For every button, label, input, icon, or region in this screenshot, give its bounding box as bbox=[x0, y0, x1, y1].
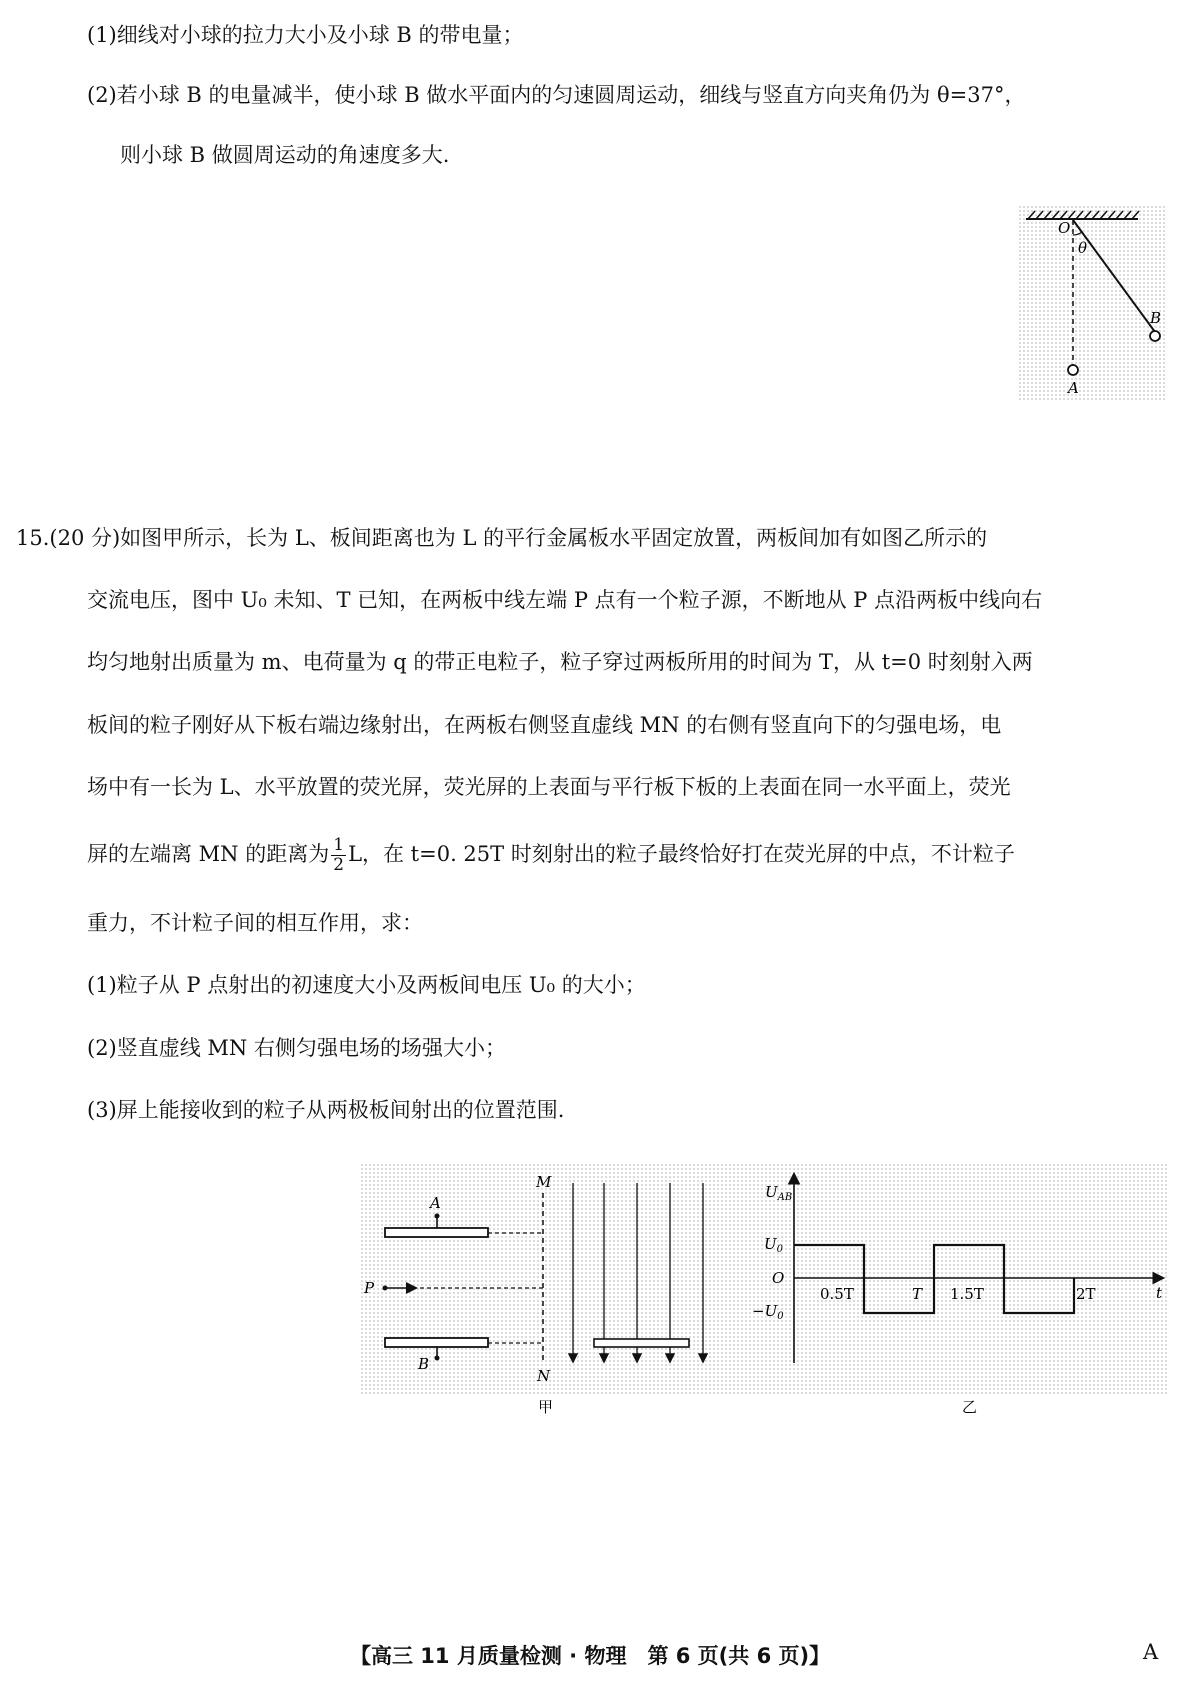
caption-jia: 甲 bbox=[538, 1398, 554, 1416]
tick-T: T bbox=[912, 1285, 923, 1303]
q15-line6-post: L，在 t=0. 25T 时刻射出的粒子最终恰好打在荧光屏的中点，不计粒子 bbox=[348, 842, 1015, 866]
q15-line2: 交流电压，图中 U₀ 未知、T 已知，在两板中线左端 P 点有一个粒子源，不断地从 P 点沿两板中线向右 bbox=[87, 588, 1043, 612]
q15-line3: 均匀地射出质量为 m、电荷量为 q 的带正电粒子，粒子穿过两板所用的时间为 T，从 t=0 时刻射入两 bbox=[87, 650, 1033, 674]
label-O: O bbox=[1058, 219, 1071, 237]
q14-part1: (1)细线对小球的拉力大小及小球 B 的带电量； bbox=[87, 23, 524, 47]
axis-x-label: t bbox=[1156, 1284, 1163, 1302]
label-A: A bbox=[1068, 379, 1079, 397]
q15-line6 bbox=[87, 836, 1015, 875]
q14-part2-line1: (2)若小球 B 的电量减半，使小球 B 做水平面内的匀速圆周运动，细线与竖直方向夹角仍为 θ=37°， bbox=[87, 83, 1026, 107]
axis-y-label: $U_{AB}$ bbox=[765, 1183, 793, 1203]
footer-text: 【高三 11 月质量检测 · 物理 第 6 页(共 6 页)】 bbox=[350, 1644, 831, 1668]
label-plate-B: B bbox=[418, 1355, 430, 1373]
label-plate-A: A bbox=[430, 1194, 441, 1212]
fraction-half: $\frac{1}{2}$ bbox=[333, 835, 345, 875]
origin-label: O bbox=[772, 1269, 785, 1287]
label-B: B bbox=[1150, 309, 1162, 327]
label-theta: θ bbox=[1078, 239, 1088, 257]
pendulum-figure bbox=[1018, 205, 1166, 400]
tick-0.5T: 0.5T bbox=[820, 1285, 854, 1303]
q15-line7: 重力，不计粒子间的相互作用，求： bbox=[87, 911, 423, 935]
caption-yi: 乙 bbox=[962, 1398, 978, 1416]
tick-2T: 2T bbox=[1076, 1285, 1096, 1303]
q15-part1: (1)粒子从 P 点射出的初速度大小及两板间电压 U₀ 的大小； bbox=[87, 973, 646, 997]
label-N: N bbox=[537, 1367, 551, 1385]
q15-line5: 场中有一长为 L、水平放置的荧光屏，荧光屏的上表面与平行板下板的上表面在同一水平面上，荧光 bbox=[87, 775, 1011, 799]
q15-line1: 15.(20 分)如图甲所示，长为 L、板间距离也为 L 的平行金属板水平固定放置，两板间加有如图乙所示的 bbox=[16, 526, 988, 550]
paper-code: A bbox=[1143, 1640, 1159, 1664]
plates-voltage-figure bbox=[360, 1163, 1168, 1416]
u0-label: $U_0$ bbox=[764, 1235, 784, 1255]
q15-line6-pre: 屏的左端离 MN 的距离为 bbox=[87, 842, 330, 866]
q15-part3: (3)屏上能接收到的粒子从两极板间射出的位置范围. bbox=[87, 1098, 565, 1122]
q15-part2: (2)竖直虚线 MN 右侧匀强电场的场强大小； bbox=[87, 1036, 506, 1060]
label-P: P bbox=[364, 1279, 375, 1297]
q14-part2-line2: 则小球 B 做圆周运动的角速度多大. bbox=[120, 143, 450, 167]
tick-1.5T: 1.5T bbox=[950, 1285, 984, 1303]
q15-line4: 板间的粒子刚好从下板右端边缘射出，在两板右侧竖直虚线 MN 的右侧有竖直向下的匀强电场，电 bbox=[87, 713, 1002, 737]
neg-u0-label: $-U_0$ bbox=[752, 1302, 784, 1322]
label-M: M bbox=[536, 1173, 552, 1191]
